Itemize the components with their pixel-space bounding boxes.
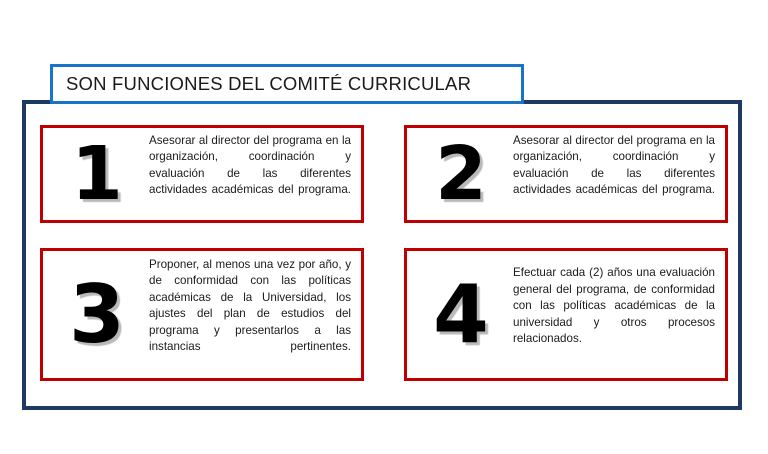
function-card-2 [404,125,728,223]
function-number-3: 3 [69,267,125,361]
function-card-3 [40,248,364,381]
function-number-badge-1 [45,130,149,218]
page-title: SON FUNCIONES DEL COMITÉ CURRICULAR [66,73,472,94]
function-number-2: 2 [435,131,487,217]
function-description-3: Proponer, al menos una vez por año, y de conformidad con las políticas académicas de la Universidad, los ajustes del plan de estudios del programa y presentarlos a las instancias pertinentes. [149,257,351,354]
function-description-4: Efectuar cada (2) años una evaluación general del programa, de conformidad con las políticas académicas de la universidad y otros procesos relacionados. [513,266,715,345]
function-card-4 [404,248,728,381]
function-number-badge-4 [409,253,513,376]
function-number-4: 4 [433,267,489,361]
function-number-badge-3 [45,253,149,376]
function-description-2: Asesorar al director del programa en la organización, coordinación y evaluación de las diferentes actividades académicas del programa. [513,133,715,197]
title-banner [50,64,524,104]
function-card-1 [40,125,364,223]
function-number-badge-2 [409,130,513,218]
functions-grid [40,125,728,381]
function-description-1: Asesorar al director del programa en la organización, coordinación y evaluación de las diferentes actividades académicas del programa. [149,133,351,197]
function-number-1: 1 [71,131,123,217]
